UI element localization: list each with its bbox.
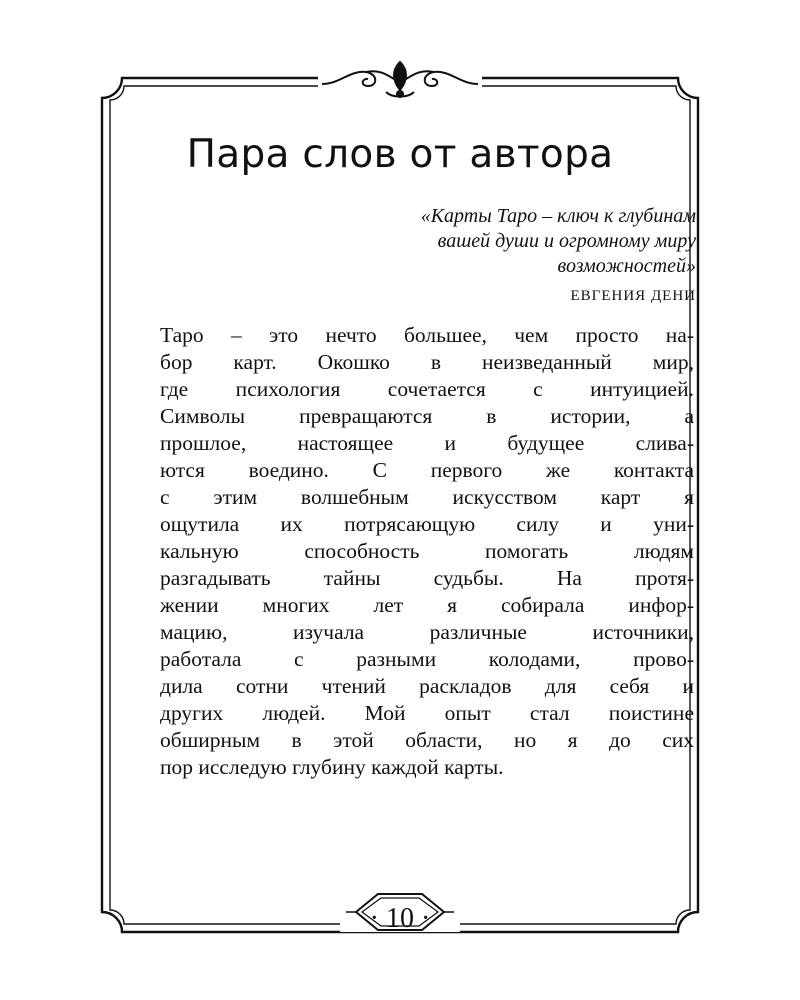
body-line: обширным в этой области, но я до сих bbox=[160, 728, 694, 752]
body-line: прошлое, настоящее и будущее слива- bbox=[160, 431, 694, 455]
body-line: других людей. Мой опыт стал поистине bbox=[160, 701, 694, 725]
body-line: мацию, изучала различные источники, bbox=[160, 620, 694, 644]
body-line: разгадывать тайны судьбы. На протя- bbox=[160, 566, 694, 590]
body-line: с этим волшебным искусством карт я bbox=[160, 485, 694, 509]
body-line: кальную способность помогать людям bbox=[160, 539, 694, 563]
epigraph-author: ЕВГЕНИЯ ДЕНИ bbox=[570, 288, 696, 304]
page-title: Пара слов от автора bbox=[186, 132, 614, 177]
page-number: · 10 · bbox=[369, 903, 431, 934]
body-line: дила сотни чтений раскладов для себя и bbox=[160, 674, 694, 698]
body-line: работала с разными колодами, прово- bbox=[160, 647, 694, 671]
body-line: пор исследую глубину каждой карты. bbox=[160, 755, 504, 779]
body-line: бор карт. Окошко в неизведанный мир, bbox=[160, 350, 694, 374]
body-line: Таро – это нечто большее, чем просто на- bbox=[160, 323, 694, 347]
body-line: где психология сочетается с интуицией. bbox=[160, 377, 694, 401]
body-line: жении многих лет я собирала инфор- bbox=[160, 593, 694, 617]
epigraph-line: возможностей» bbox=[557, 255, 696, 277]
epigraph-line: «Карты Таро – ключ к глубинам bbox=[420, 205, 696, 227]
body-line: Символы превращаются в истории, а bbox=[160, 404, 694, 428]
scroll-flourish-ornament-icon bbox=[318, 62, 482, 97]
epigraph-quote bbox=[256, 204, 696, 279]
body-line: ются воедино. С первого же контакта bbox=[160, 458, 694, 482]
body-line: ощутила их потрясающую силу и уни- bbox=[160, 512, 694, 536]
body-paragraph bbox=[160, 322, 694, 781]
epigraph-line: вашей души и огромному миру bbox=[437, 230, 696, 252]
